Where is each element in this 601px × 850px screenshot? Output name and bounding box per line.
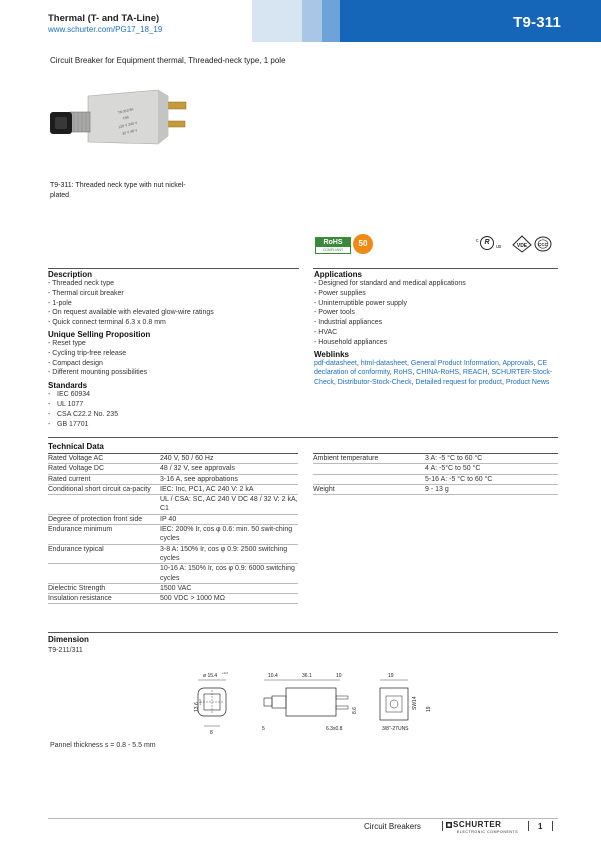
table-row [313, 485, 558, 495]
footer-rule [48, 818, 558, 819]
table-key: Ambient temperature [313, 455, 379, 462]
table-value: 9 - 13 g [425, 485, 449, 493]
dim-body-length: 36.1 [302, 673, 312, 679]
table-row [48, 495, 298, 515]
dimension-subtitle: T9-211/311 [48, 647, 83, 654]
table-key [48, 495, 160, 514]
list-item: - Uninterruptible power supply [314, 299, 560, 309]
list-item: - Thermal circuit breaker [48, 289, 298, 299]
dim-terminal-length: 10 [336, 673, 342, 679]
footer-brand-sub: ELECTRONIC COMPONENTS [457, 830, 519, 834]
list-item: - Household appliances [314, 338, 560, 348]
panel-thickness-note: Pannel thickness s = 0.8 - 5.5 mm [50, 742, 156, 749]
applications-title: Applications [314, 270, 363, 279]
rohs-badge-title: RoHS [316, 238, 350, 247]
product-photo [46, 84, 196, 168]
table-row [313, 464, 558, 474]
table-row [48, 453, 298, 464]
dim-rear-height: 19 [426, 706, 432, 712]
table-value: 48 / 32 V, see approvals [160, 465, 235, 473]
list-item: - On request available with elevated glow-wire ratings [48, 308, 298, 318]
table-key: Degree of protection front side [48, 515, 143, 523]
table-value: IEC: Inc, PC1, AC 240 V: 2 kA [160, 485, 254, 493]
list-item: - Power supplies [314, 289, 560, 299]
table-key [48, 564, 160, 583]
table-key: Insulation resistance [48, 595, 112, 603]
weblink-html-datasheet[interactable]: html-datasheet [360, 359, 408, 367]
weblink-rohs[interactable]: RoHS [393, 369, 413, 377]
dim-thread: 3/8"-27UNS [382, 726, 409, 732]
table-value: 500 VDC > 1000 MΩ [160, 595, 225, 603]
footer-section-name: Circuit Breakers [364, 822, 421, 831]
usp-title: Unique Selling Proposition [48, 329, 151, 339]
table-key: Dielectric Strength [48, 584, 106, 592]
list-item: - IEC 60934 [48, 390, 298, 400]
table-row [48, 594, 298, 604]
list-item: - Threaded neck type [48, 279, 298, 289]
list-item: - Different mounting possibilities [48, 368, 298, 378]
table-key [313, 475, 425, 484]
dim-width: 8 [210, 730, 213, 736]
table-value: 10-16 A: 150% Ir, cos φ 0.9: 6000 switching cycles [160, 565, 295, 582]
weblink-distributor-stock[interactable]: Distributor-Stock-Check [337, 379, 412, 387]
table-key: Conditional short circuit ca-pacity [48, 485, 151, 493]
dimension-rule [48, 632, 558, 633]
product-subtitle: Circuit Breaker for Equipment thermal, Threaded-neck type, 1 pole [50, 56, 286, 65]
table-key: Rated Voltage AC [48, 455, 104, 462]
table-value: IP 40 [160, 515, 177, 523]
description-title: Description [48, 270, 93, 279]
body-print-line-2: T99 [122, 115, 130, 121]
weblinks-title: Weblinks [314, 349, 349, 359]
list-item: - UL 1077 [48, 400, 298, 410]
product-group-link[interactable]: www.schurter.com/PG17_18_19 [48, 25, 163, 34]
technical-table-left [48, 453, 298, 604]
ul-us-mark: us [496, 244, 502, 250]
usp-list [48, 339, 298, 378]
footer-divider [552, 821, 553, 831]
table-row [48, 515, 298, 525]
dim-neck-length: 10.4 [268, 673, 278, 679]
table-row [48, 475, 298, 485]
table-key: Rated current [48, 475, 91, 483]
weblink-approvals[interactable]: Approvals [502, 359, 534, 367]
technical-title: Technical Data [48, 442, 104, 451]
footer-brand: SCHURTER [453, 820, 502, 829]
ul-recognized-icon: R [480, 236, 494, 250]
applications-list [314, 279, 560, 348]
description-list [48, 279, 298, 328]
product-family-title: Thermal (T- and TA-Line) [48, 13, 160, 24]
list-item: - HVAC [314, 328, 560, 338]
table-value: 3-16 A, see approbations [160, 475, 238, 483]
table-key: Weight [313, 485, 335, 493]
footer-divider [442, 821, 443, 831]
body-print-line-1: T9-311/3A [117, 107, 135, 115]
weblink-general-info[interactable]: General Product Information [410, 359, 499, 367]
dim-panel: 5 [262, 726, 265, 732]
body-print-line-4: 32 V 48 V [121, 128, 138, 136]
weblink-stock-check[interactable]: SCHURTER-Stock-Check [314, 369, 553, 387]
body-print-line-3: 120 V 240 V [117, 120, 138, 130]
table-value: IEC: 200% Ir, cos φ 0.6: min. 50 swit-ching cycles [160, 526, 293, 543]
dim-diameter: ø 15.4 [203, 673, 218, 679]
weblink-ce-declaration[interactable]: CE declaration of conformity [314, 359, 548, 377]
list-item: - Compact design [48, 359, 298, 369]
table-row [48, 564, 298, 584]
table-value: 5-16 A: -5 °C to 60 °C [425, 475, 493, 483]
dim-diameter-tol: +0.2 [222, 671, 228, 675]
footer-divider [528, 821, 529, 831]
applications-section [314, 270, 560, 388]
table-value: 3-8 A: 150% Ir, cos φ 0.9: 2500 switching cycles [160, 545, 288, 562]
list-item: - Cycling trip-free release [48, 349, 298, 359]
table-row [313, 475, 558, 485]
side-view [262, 673, 358, 732]
table-value: 240 V, 50 / 60 Hz [160, 455, 214, 462]
table-key: Rated Voltage DC [48, 465, 105, 473]
schurter-logo-icon [446, 822, 452, 828]
dim-height-tol: +0.2 [198, 699, 202, 705]
weblink-pdf-datasheet[interactable]: pdf-datasheet [314, 359, 357, 367]
dim-terminal-size: 6.3x0.8 [326, 726, 343, 732]
weblink-detailed-request[interactable]: Detailed request for product [415, 379, 502, 387]
table-row [48, 584, 298, 594]
weblink-china-rohs[interactable]: CHINA-RoHS [416, 369, 460, 377]
vde-approval-icon [512, 235, 532, 253]
weblink-product-news[interactable]: Product News [505, 379, 550, 387]
svg-text:CCC: CCC [538, 242, 548, 247]
dimension-title: Dimension [48, 635, 89, 644]
ccc-approval-icon [534, 236, 552, 252]
dim-terminal-spacing: 8.6 [352, 707, 358, 714]
dimension-drawing [190, 664, 450, 744]
table-row [48, 464, 298, 474]
technical-table-right [313, 453, 558, 495]
table-key [313, 464, 425, 473]
rohs-badge [315, 237, 351, 254]
rohs-badge-sub: COMPLIANT [322, 248, 344, 252]
dim-rear-width: 19 [388, 673, 394, 679]
photo-caption: T9-311: Threaded neck type with nut nickel-plated [50, 182, 186, 199]
table-value: 1500 VAC [160, 584, 192, 592]
standards-title: Standards [48, 381, 88, 391]
table-value: UL / CSA: SC, AC 240 V DC 48 / 32 V: 2 kA, C1 [160, 496, 298, 513]
table-row [48, 485, 298, 495]
applications-rule [313, 268, 558, 269]
table-key: Endurance minimum [48, 526, 113, 534]
list-item: - CSA C22.2 No. 235 [48, 410, 298, 420]
list-item: - Reset type [48, 339, 298, 349]
dim-height: 13.6 [194, 702, 200, 712]
svg-text:VDE: VDE [516, 243, 528, 249]
list-item: - Designed for standard and medical applications [314, 279, 560, 289]
front-view [194, 671, 228, 736]
rear-view [380, 673, 432, 732]
ul-c-mark: c [476, 238, 479, 244]
weblinks-list: pdf-datasheet, html-datasheet, General Product Information, Approvals, CE declaration of conformity, RoHS, CHINA-RoHS, REACH, SCHURTER-Stock-Check, Distributor-Stock-Check, Detailed request for product, Product News [314, 359, 553, 387]
list-item: - Industrial appliances [314, 318, 560, 328]
table-row [48, 545, 298, 565]
table-value: 3 A: -5 °C to 60 °C [425, 455, 483, 462]
years-badge: 50 [353, 234, 373, 254]
table-row [48, 525, 298, 545]
list-item: - Power tools [314, 308, 560, 318]
product-number: T9-311 [513, 14, 561, 31]
table-row [313, 453, 558, 464]
technical-rule [48, 437, 558, 438]
weblink-reach[interactable]: REACH [462, 369, 488, 377]
table-key: Endurance typical [48, 545, 104, 553]
list-item: - 1-pole [48, 299, 298, 309]
dim-wrench-size: SW14 [412, 696, 418, 710]
table-value: 4 A: -5°C to 50 °C [425, 465, 481, 473]
description-section [48, 270, 298, 429]
standards-list [48, 390, 298, 429]
page-number: 1 [538, 822, 543, 831]
description-rule [48, 268, 299, 269]
list-item: - Quick connect terminal 6.3 x 0.8 mm [48, 318, 298, 328]
list-item: - GB 17701 [48, 420, 298, 430]
